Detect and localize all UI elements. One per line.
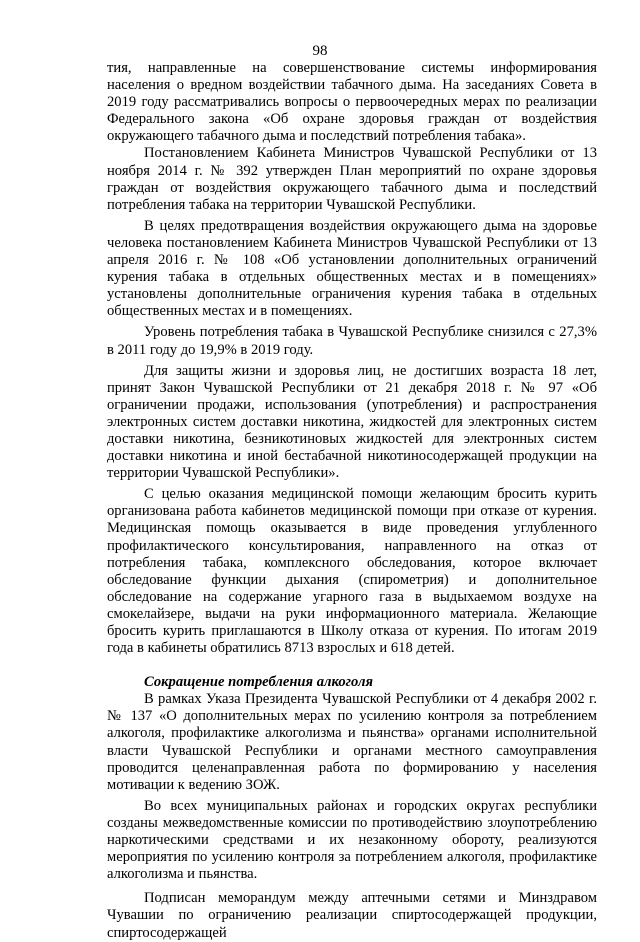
page-number: 98	[312, 43, 328, 59]
paragraph-tobacco-consumption-level: Уровень потребления табака в Чувашской Республике снизился с 27,3% в 2011 году до 19,9% в 2019 году.	[107, 324, 597, 358]
paragraph-law-97: Для защиты жизни и здоровья лиц, не достигших возраста 18 лет, принят Закон Чувашской Республики от 21 декабря 2018 г. № 97 «Об ограничении продажи, использования (употребления) и распространения электронных систем доставки никотина, жидкостей для электронных систем доставки никотина, безникотиновых жидкостей для электронных систем доставки никотина и иной бестабачной никотиносодержащей продукции на территории Чувашской Республики».	[107, 362, 597, 482]
paragraph-memorandum: Подписан меморандум между аптечными сетями и Минздравом Чувашии по ограничению реализации спиртосодержащей продукции, спиртосодержащей	[107, 890, 597, 941]
paragraph-smoking-cessation-offices: С целью оказания медицинской помощи желающим бросить курить организована работа кабинетов медицинской помощи при отказе от курения. Медицинская помощь оказывается в виде проведения углубленного профилактического консультирования, направленного на отказ от потребления табака, комплексного обследования, которое включает обследование функции дыхания (спирометрия) и дополнительное обследование на содержание угарного газа в выдыхаемом воздухе на смокелайзере, выдачи на руки информационного материала. Желающие бросить курить приглашаются в Школу отказа от курения. По итогам 2019 года в кабинеты обратились 8713 взрослых и 618 детей.	[107, 486, 597, 657]
section-heading-alcohol: Сокращение потребления алкоголя	[144, 674, 373, 691]
paragraph-decree-137: В рамках Указа Президента Чувашской Республики от 4 декабря 2002 г. № 137 «О дополнительных мерах по усилению контроля за потреблением алкоголя, профилактике алкоголизма и пьянства» органами исполнительной власти Чувашской Республики и органами местного самоуправления проводится целенаправленная работа по формированию у населения мотивации к ведению ЗОЖ.	[107, 691, 597, 793]
paragraph-cabinet-resolution-392: Постановлением Кабинета Министров Чувашской Республики от 13 ноября 2014 г. № 392 утвержден План мероприятий по охране здоровья граждан от воздействия окружающего табачного дыма и последствий потребления табака на территории Чувашской Республики.	[107, 145, 597, 213]
paragraph-interagency-commissions: Во всех муниципальных районах и городских округах республики созданы межведомственные комиссии по противодействию злоупотреблению наркотическими средствами и их незаконному обороту, реализуются мероприятия по усилению контроля за потреблением алкоголя, профилактике алкоголизма и пьянства.	[107, 797, 597, 883]
page-body	[107, 60, 597, 942]
paragraph-cabinet-resolution-108: В целях предотвращения воздействия окружающего дыма на здоровье человека постановлением Кабинета Министров Чувашской Республики от 13 апреля 2016 г. № 108 «Об установлении дополнительных ограничений курения табака в отдельных общественных местах и в помещениях» установлены дополнительные ограничения курения табака в отдельных общественных местах и в помещениях.	[107, 217, 597, 320]
paragraph-tobacco-council: тия, направленные на совершенствование системы информирования населения о вредном воздействии табачного дыма. На заседаниях Совета в 2019 году рассматривались вопросы о первоочередных мерах по реализации Федерального закона «Об охране здоровья граждан от воздействия окружающего табачного дыма и последствий потребления табака».	[107, 60, 597, 145]
